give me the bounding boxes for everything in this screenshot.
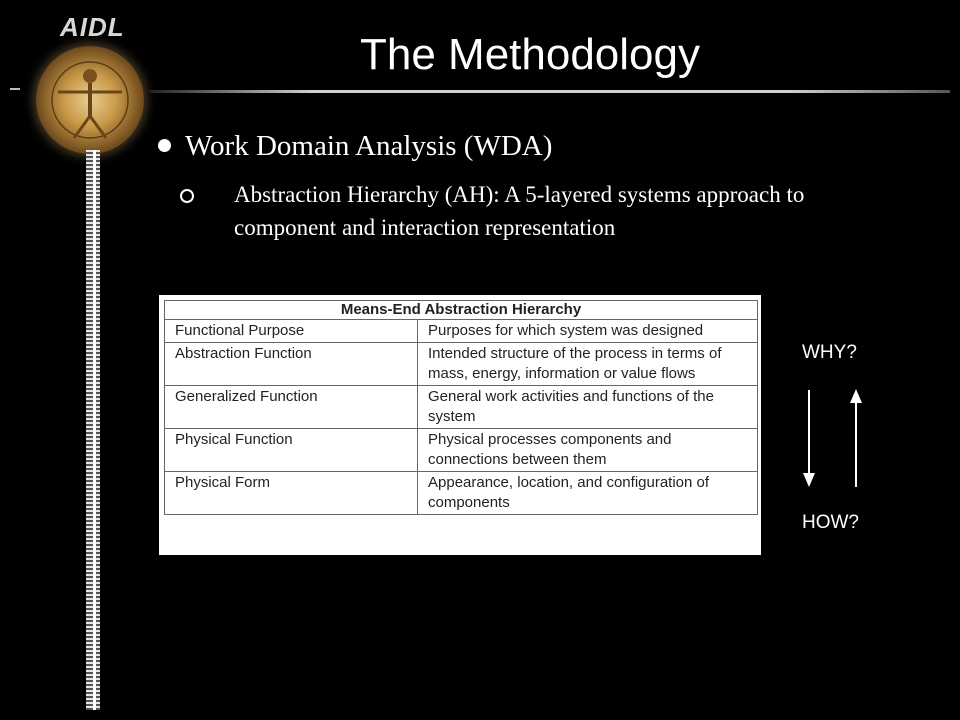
title-divider: [150, 90, 950, 93]
row-level: Functional Purpose: [165, 320, 418, 343]
bullet-level2-text: Abstraction Hierarchy (AH): A 5-layered systems approach to component and interaction representation: [234, 182, 805, 240]
why-how-arrows-icon: [800, 385, 870, 495]
vitruvian-figure-icon: [36, 46, 144, 154]
table-row: [165, 320, 758, 343]
how-label: HOW?: [802, 512, 859, 533]
slide-title: The Methodology: [360, 30, 700, 79]
row-level: Physical Function: [165, 429, 418, 472]
bullet-level1-text: Work Domain Analysis (WDA): [185, 130, 553, 162]
row-description: Appearance, location, and configuration of components: [418, 472, 758, 515]
table-row: [165, 429, 758, 472]
arrow-down-icon: [803, 390, 815, 487]
bullet-dot-icon: [158, 139, 171, 152]
row-level: Generalized Function: [165, 386, 418, 429]
abstraction-hierarchy-table: [164, 300, 758, 515]
row-level: Physical Form: [165, 472, 418, 515]
logo-text: AIDL: [60, 12, 125, 42]
row-description: Intended structure of the process in terms of mass, energy, information or value flows: [418, 343, 758, 386]
row-description: Physical processes components and connections between them: [418, 429, 758, 472]
bullet-ring-icon: [180, 189, 194, 203]
abstraction-hierarchy-table-frame: [159, 295, 761, 555]
why-label: WHY?: [802, 342, 857, 363]
decorative-dash: [10, 88, 20, 90]
table-row: [165, 472, 758, 515]
table-header: Means-End Abstraction Hierarchy: [165, 301, 758, 320]
film-strip-bar: [86, 150, 100, 710]
table-row: [165, 343, 758, 386]
bullet-level2: [180, 178, 880, 244]
row-description: Purposes for which system was designed: [418, 320, 758, 343]
bullet-level1: [158, 130, 552, 163]
row-description: General work activities and functions of the system: [418, 386, 758, 429]
arrow-up-icon: [850, 389, 862, 487]
table-row: [165, 386, 758, 429]
row-level: Abstraction Function: [165, 343, 418, 386]
